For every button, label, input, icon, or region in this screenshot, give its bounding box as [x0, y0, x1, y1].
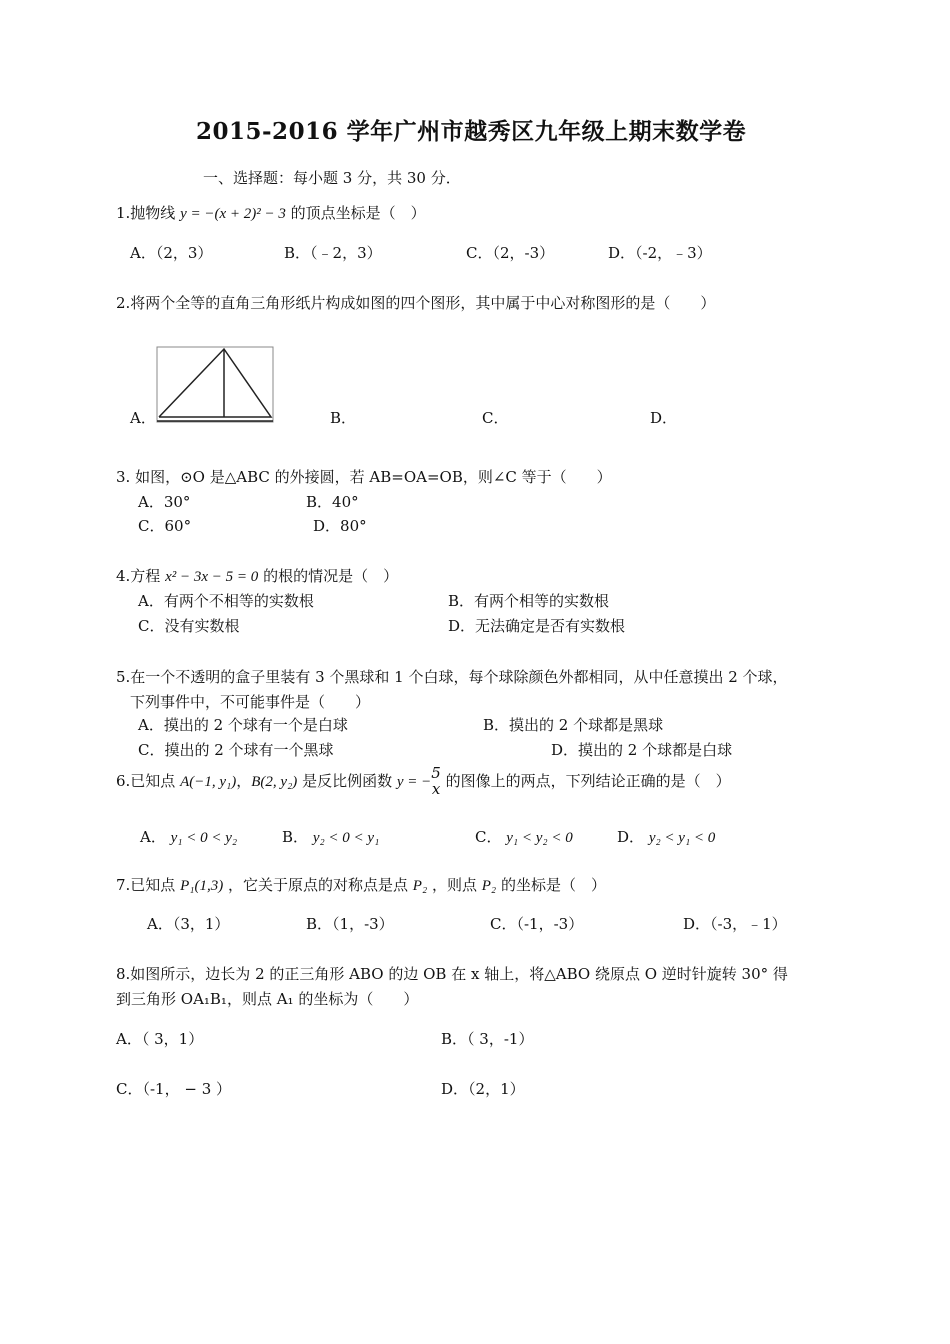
- q3-option-d[interactable]: D．80°: [313, 517, 367, 535]
- question-4-stem: [116, 569, 398, 585]
- q7-point-p1: P₁(1,3): [180, 878, 224, 894]
- q7-option-d[interactable]: D．（-3，﹣1）: [683, 915, 787, 933]
- q5-option-c[interactable]: C．摸出的 2 个球有一个黑球: [138, 741, 334, 759]
- q7-prefix: 7.已知点: [116, 876, 176, 894]
- triangle-outline: [159, 349, 271, 417]
- q8-option-a[interactable]: A．（ 3，1）: [116, 1030, 204, 1048]
- q6-mid: 是反比例函数: [302, 771, 393, 790]
- q5-option-a[interactable]: A．摸出的 2 个球有一个是白球: [138, 716, 348, 734]
- q4-option-b[interactable]: B．有两个相等的实数根: [448, 592, 610, 610]
- q1-suffix: 的顶点坐标是（ ）: [290, 204, 426, 222]
- q4-option-d[interactable]: D．无法确定是否有实数根: [448, 617, 626, 635]
- q4-prefix: 4.方程: [116, 567, 161, 585]
- q6-fraction-denominator: x: [431, 779, 441, 798]
- page-title: 2015-2016 学年广州市越秀区九年级上期末数学卷: [196, 118, 747, 145]
- q7-option-a[interactable]: A．（3，1）: [147, 915, 230, 933]
- q5-option-b[interactable]: B．摸出的 2 个球都是黑球: [483, 716, 664, 734]
- q6-option-d-label: D．: [617, 828, 645, 846]
- q6-option-d-expr: y₂ < y₁ < 0: [648, 830, 716, 846]
- question-3-stem: 3. 如图，⊙O 是△ABC 的外接圆，若 AB=OA=OB，则∠C 等于（ ）: [116, 468, 612, 486]
- q4-option-a[interactable]: A．有两个不相等的实数根: [138, 592, 314, 610]
- question-8-stem-line1: 8.如图所示，边长为 2 的正三角形 ABO 的边 OB 在 x 轴上，将△ABO 绕原点 O 逆时针旋转 30° 得: [116, 965, 788, 983]
- q6-option-d[interactable]: [617, 830, 715, 846]
- q7-point-p2-repeat: P₂: [481, 878, 497, 894]
- question-5-stem-line2: 下列事件中，不可能事件是（ ）: [130, 693, 371, 711]
- q7-mid2: ，则点: [431, 876, 477, 894]
- q6-option-b-expr: y₂ < 0 < y₁: [312, 830, 380, 846]
- section-heading: 一、选择题：每小题 3 分，共 30 分．: [203, 169, 461, 187]
- question-8-stem-line2: 到三角形 OA₁B₁，则点 A₁ 的坐标为（ ）: [116, 990, 419, 1008]
- q1-option-d[interactable]: D．（-2，﹣3）: [608, 244, 712, 262]
- q8-option-d[interactable]: D．（2，1）: [441, 1080, 525, 1098]
- q6-option-b-label: B．: [282, 828, 309, 846]
- q6-option-b[interactable]: [282, 830, 379, 846]
- q6-fraction: [431, 766, 441, 798]
- q1-option-b[interactable]: B．（﹣2，3）: [284, 244, 382, 262]
- q3-option-c[interactable]: C．60°: [138, 517, 192, 535]
- q1-formula: y = −(x + 2)² − 3: [180, 206, 286, 222]
- q6-option-c-label: C．: [475, 828, 502, 846]
- q6-option-a[interactable]: [140, 830, 237, 846]
- q4-suffix: 的根的情况是（ ）: [263, 567, 399, 585]
- q7-option-c[interactable]: C．（-1，-3）: [490, 915, 584, 933]
- q4-formula: x² − 3x − 5 = 0: [165, 569, 259, 585]
- q1-prefix: 1.抛物线: [116, 204, 176, 222]
- question-6-stem: [116, 766, 731, 798]
- q6-point-a: A(−1, y₁): [180, 773, 237, 790]
- q2-figure-a: [155, 345, 275, 425]
- q6-option-c-expr: y₁ < y₂ < 0: [506, 830, 573, 846]
- q6-option-c[interactable]: [475, 830, 573, 846]
- q2-option-d[interactable]: D．: [650, 409, 678, 427]
- question-7-stem: [116, 878, 606, 894]
- q6-prefix: 6.已知点: [116, 771, 176, 790]
- q6-option-a-label: A．: [140, 828, 166, 846]
- question-5-stem-line1: 5.在一个不透明的盒子里装有 3 个黑球和 1 个白球，每个球除颜色外都相同，从中任意摸出 2 个球，: [116, 668, 788, 686]
- q8-option-b[interactable]: B．（ 3，-1）: [441, 1030, 534, 1048]
- q7-suffix: 的坐标是（ ）: [500, 876, 606, 894]
- q2-option-c[interactable]: C．: [482, 409, 509, 427]
- q6-option-a-expr: y₁ < 0 < y₂: [170, 830, 238, 846]
- q3-option-b[interactable]: B．40°: [306, 493, 359, 511]
- q1-option-a[interactable]: A．（2，3）: [130, 244, 213, 262]
- q2-option-b[interactable]: B．: [330, 409, 357, 427]
- q6-separator: ，: [236, 771, 252, 790]
- q6-function-lhs: y = −: [396, 773, 432, 790]
- question-2-stem: 2.将两个全等的直角三角形纸片构成如图的四个图形，其中属于中心对称图形的是（ ）: [116, 294, 716, 312]
- q7-mid1: ，它关于原点的对称点是点: [228, 876, 409, 894]
- q7-point-p2: P₂: [412, 878, 428, 894]
- question-1-stem: [116, 206, 426, 222]
- q7-option-b[interactable]: B．（1，-3）: [306, 915, 394, 933]
- q5-option-d[interactable]: D．摸出的 2 个球都是白球: [551, 741, 733, 759]
- q6-suffix: 的图像上的两点，下列结论正确的是（ ）: [445, 771, 731, 790]
- q6-fraction-numerator: 5: [431, 764, 441, 782]
- q6-point-b: B(2, y₂): [251, 773, 298, 790]
- q3-option-a[interactable]: A．30°: [138, 493, 191, 511]
- q4-option-c[interactable]: C．没有实数根: [138, 617, 240, 635]
- q1-option-c[interactable]: C．（2，-3）: [466, 244, 555, 262]
- q2-option-a[interactable]: A．: [130, 409, 156, 427]
- q8-option-c[interactable]: C．（-1， − 3 ）: [116, 1080, 232, 1098]
